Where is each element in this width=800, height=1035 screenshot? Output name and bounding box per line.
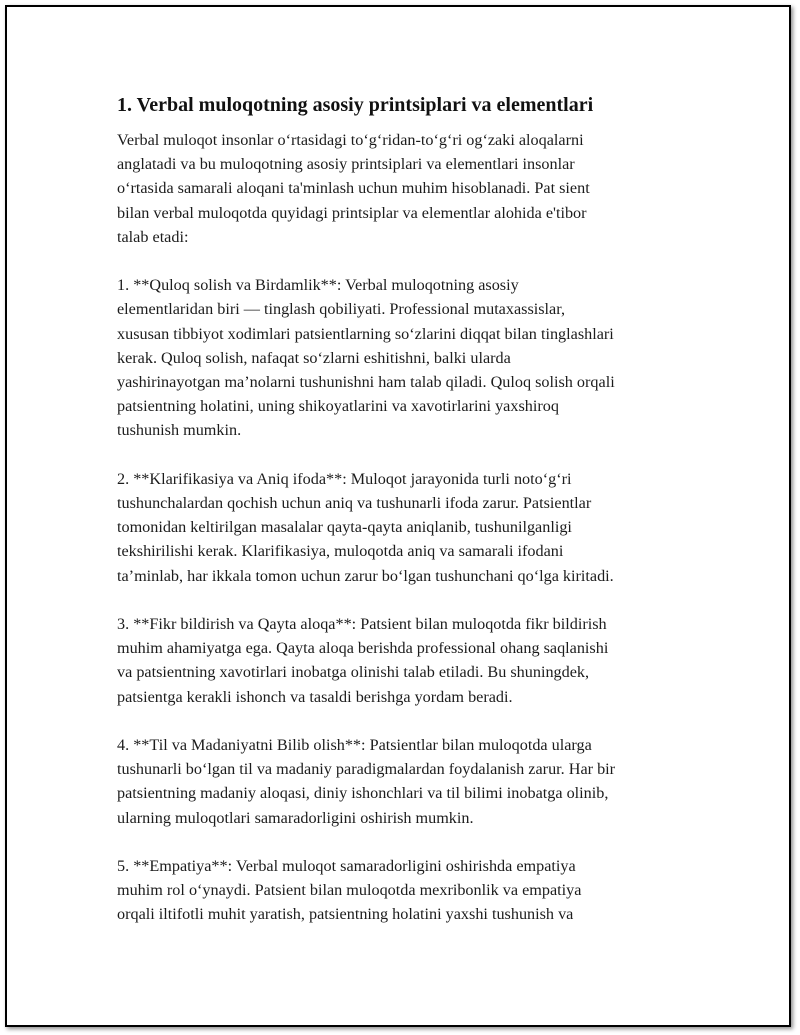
text-line: anglatadi va bu muloqotning asosiy printsiplari va elementlari insonlar: [117, 155, 575, 174]
text-line: Verbal muloqot insonlar o‘rtasidagi to‘g‘ridan-to‘g‘ri og‘zaki aloqalarni: [117, 131, 584, 149]
paragraph-language-culture: [117, 733, 697, 830]
paragraph-listening: [117, 273, 697, 442]
paragraph-clarification: [117, 467, 697, 588]
text-line: elementlaridan biri — tinglash qobiliyati. Professional mutaxassislar,: [117, 300, 566, 319]
text-line: patsientga kerakli ishonch va tasaldi berishga yordam beradi.: [117, 687, 513, 706]
text-line: patsientning madaniy aloqasi, diniy ishonchlari va til bilimi inobatga olinib,: [117, 784, 609, 803]
text-line: yashirinayotgan ma’nolarni tushunishni ham talab qiladi. Quloq solish orqali: [117, 373, 615, 392]
text-line: xususan tibbiyot xodimlari patsientlarning so‘zlarini diqqat bilan tinglashlari: [117, 324, 614, 343]
text-line: 1. **Quloq solish va Birdamlik**: Verbal muloqotning asosiy: [117, 276, 519, 295]
paragraph-feedback: [117, 612, 697, 709]
text-line: va patsientning xavotirlari inobatga olinishi talab etiladi. Bu shuningdek,: [117, 663, 590, 682]
text-line: tushunarli bo‘lgan til va madaniy paradigmalardan foydalanish zarur. Har bir: [117, 760, 616, 779]
text-line: tomonidan keltirilgan masalalar qayta-qayta aniqlanib, tushunilganligi: [117, 518, 572, 537]
text-line: muhim ahamiyatga ega. Qayta aloqa berishda professional ohang saqlanishi: [117, 639, 609, 658]
text-line: talab etadi:: [117, 227, 189, 246]
paragraph-intro: [117, 128, 697, 249]
document-body: [117, 92, 697, 951]
text-line: 2. **Klarifikasiya va Aniq ifoda**: Muloqot jarayonida turli noto‘g‘ri: [117, 469, 572, 488]
text-line: tekshirilishi kerak. Klarifikasiya, muloqotda aniq va samarali ifodani: [117, 542, 564, 561]
text-line: ularning muloqotlari samaradorligini oshirish mumkin.: [117, 808, 474, 827]
text-line: o‘rtasida samarali aloqani ta'minlash uchun muhim hisoblanadi. Pat sient: [117, 179, 590, 198]
paragraph-empathy: [117, 854, 697, 927]
text-line: tushunish mumkin.: [117, 421, 242, 440]
text-line: patsientning holatini, uning shikoyatlarini va xavotirlarini yaxshiroq: [117, 397, 559, 416]
section-heading: 1. Verbal muloqotning asosiy printsiplari va elementlari: [117, 94, 594, 116]
text-line: tushunchalardan qochish uchun aniq va tushunarli ifoda zarur. Patsientlar: [117, 494, 592, 513]
text-line: kerak. Quloq solish, nafaqat so‘zlarni eshitishni, balki ularda: [117, 348, 511, 367]
text-line: 3. **Fikr bildirish va Qayta aloqa**: Patsient bilan muloqotda fikr bildirish: [117, 615, 607, 634]
text-line: bilan verbal muloqotda quyidagi printsiplar va elementlar alohida e'tibor: [117, 203, 587, 222]
text-line: ta’minlab, har ikkala tomon uchun zarur bo‘lgan tushunchani qo‘lga kiritadi.: [117, 566, 614, 585]
text-line: 4. **Til va Madaniyatni Bilib olish**: Patsientlar bilan muloqotda ularga: [117, 736, 592, 755]
text-line: 5. **Empatiya**: Verbal muloqot samaradorligini oshirishda empatiya: [117, 857, 576, 876]
text-line: orqali iltifotli muhit yaratish, patsientning holatini yaxshi tushunish va: [117, 905, 574, 924]
text-line: muhim rol o‘ynaydi. Patsient bilan muloqotda mexribonlik va empatiya: [117, 881, 582, 900]
